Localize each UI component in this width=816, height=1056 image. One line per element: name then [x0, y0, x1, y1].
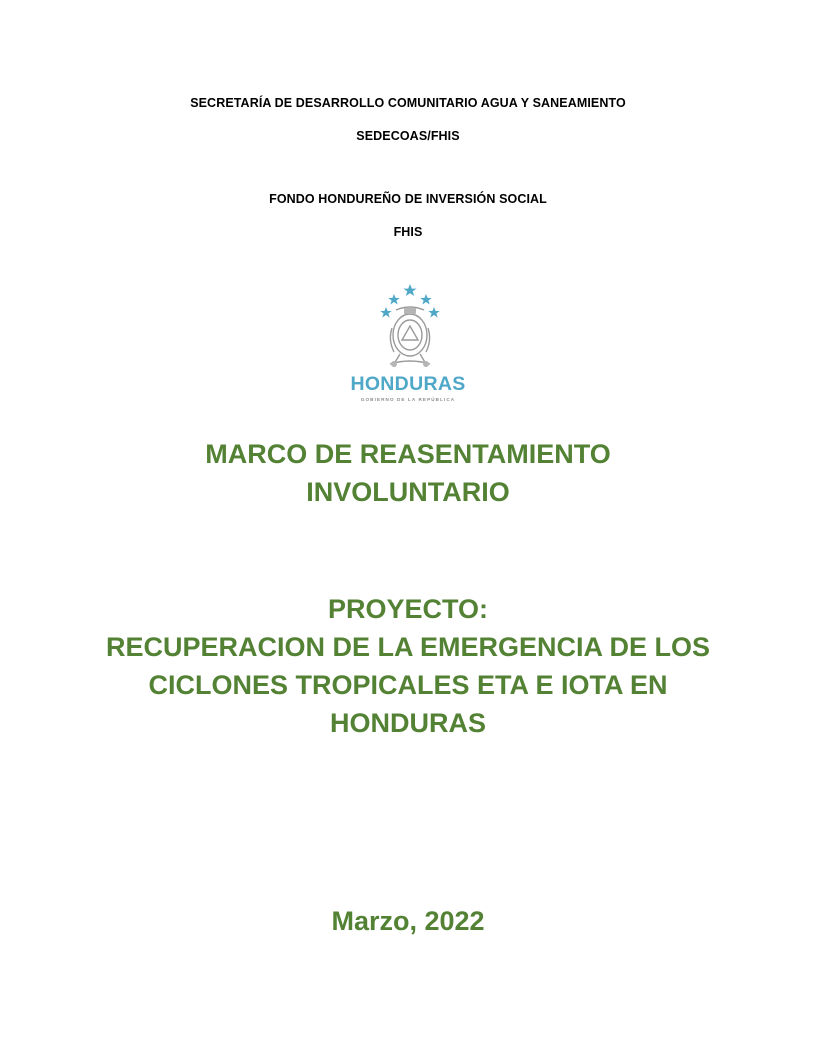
honduras-wordmark: HONDURAS — [350, 373, 466, 395]
document-title — [0, 435, 816, 511]
honduras-logo — [340, 280, 476, 408]
header-fhis: FHIS — [393, 225, 423, 239]
header-secretaria: SECRETARÍA DE DESARROLLO COMUNITARIO AGUA Y SANEAMIENTO — [190, 96, 626, 110]
title-line-1: MARCO DE REASENTAMIENTO — [205, 439, 611, 469]
title-line-2: INVOLUNTARIO — [306, 477, 510, 507]
header-sedecoas: SEDECOAS/FHIS — [356, 129, 460, 143]
honduras-coat-of-arms-icon — [340, 280, 476, 372]
document-date: Marzo, 2022 — [331, 906, 485, 936]
project-label: PROYECTO: — [327, 594, 489, 624]
project-line-2: CICLONES TROPICALES ETA E IOTA EN — [148, 670, 668, 700]
project-line-1: RECUPERACION DE LA EMERGENCIA DE LOS — [105, 632, 711, 662]
project-block — [0, 590, 816, 742]
honduras-subtitle: GOBIERNO DE LA REPÚBLICA — [360, 397, 456, 402]
project-line-3: HONDURAS — [329, 708, 486, 738]
header-fondo: FONDO HONDUREÑO DE INVERSIÓN SOCIAL — [269, 192, 547, 206]
